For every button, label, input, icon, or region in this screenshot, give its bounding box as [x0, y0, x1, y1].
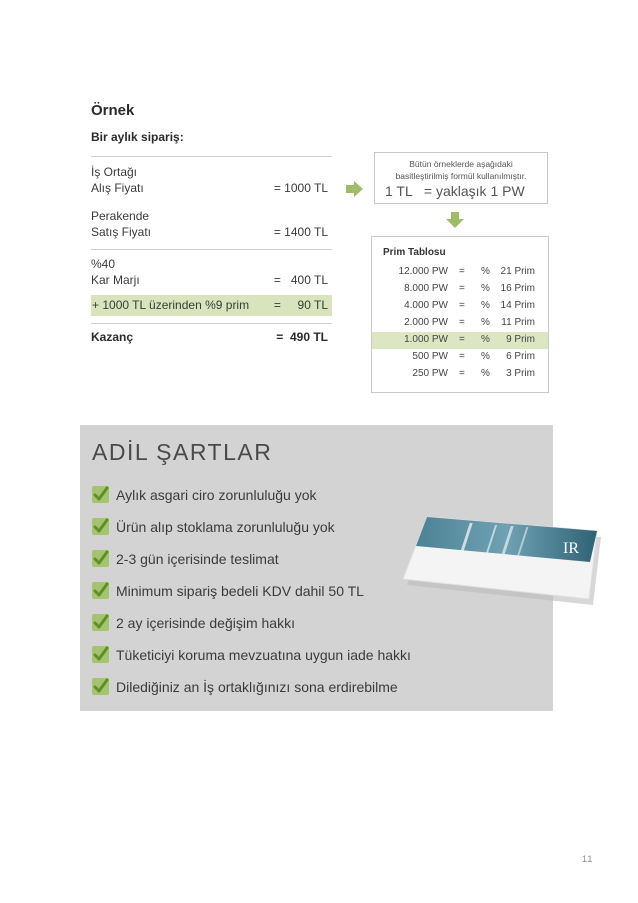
fair-terms-item-text: Ürün alıp stoklama zorunluluğu yok [116, 519, 335, 535]
card-logo: IR [563, 540, 579, 557]
calc-label-line1: %40 [91, 257, 116, 271]
prim-percent-sign: % [481, 334, 490, 345]
prim-rate: 16 Prim [500, 283, 535, 294]
arrow-down-icon [446, 212, 464, 228]
prim-percent-sign: % [481, 351, 490, 362]
fair-terms-item-text: Tüketiciyi koruma mevzuatına uygun iade hakkı [116, 647, 411, 663]
prim-table [371, 236, 549, 393]
card-illustration [403, 513, 603, 608]
total-value: = 490 TL [276, 330, 328, 344]
prim-pw-value: 12.000 PW [398, 266, 448, 277]
fair-terms-item-text: Dilediğiniz an İş ortaklığınızı sona erdirebilme [116, 679, 398, 695]
checkmark-icon [92, 550, 109, 567]
prim-percent-sign: % [481, 266, 490, 277]
prim-label: + 1000 TL üzerinden %9 prim [92, 298, 250, 312]
example-title: Örnek [91, 102, 135, 119]
checkmark-icon [92, 614, 109, 631]
prim-rate: 21 Prim [500, 266, 535, 277]
calc-value: = 400 TL [273, 273, 328, 287]
note-line1: Bütün örneklerde aşağıdaki [409, 159, 513, 169]
total-label: Kazanç [91, 330, 134, 344]
calc-label-line1: İş Ortağı [91, 165, 138, 179]
prim-rate: 6 Prim [506, 351, 535, 362]
prim-equals: = [459, 283, 465, 294]
prim-table-row [372, 349, 548, 366]
divider [91, 249, 332, 250]
calc-value: = 1000 TL [273, 181, 328, 195]
note-formula: 1 TL = yaklaşık 1 PW [385, 183, 525, 199]
calc-row-purchase [91, 164, 328, 198]
prim-equals: = [459, 334, 465, 345]
prim-equals: = [459, 351, 465, 362]
prim-pw-value: 500 PW [412, 351, 448, 362]
calc-label-line2: Satış Fiyatı [91, 225, 152, 239]
calc-label-line1: Perakende [91, 209, 150, 223]
prim-table-title: Prim Tablosu [383, 247, 446, 258]
checkmark-icon [92, 518, 109, 535]
fair-terms-title: ADİL ŞARTLAR [92, 439, 273, 465]
calc-row-total [91, 329, 328, 347]
divider [91, 323, 332, 324]
prim-equals: = [459, 368, 465, 379]
prim-rate: 14 Prim [500, 300, 535, 311]
prim-table-row [372, 298, 548, 315]
prim-table-row [372, 315, 548, 332]
prim-value: = 90 TL [273, 298, 328, 312]
prim-rate: 3 Prim [506, 368, 535, 379]
example-subtitle: Bir aylık sipariş: [91, 130, 184, 144]
formula-note-box [374, 152, 548, 204]
prim-table-row [372, 366, 548, 383]
prim-pw-value: 1.000 PW [404, 334, 448, 345]
prim-equals: = [459, 266, 465, 277]
prim-pw-value: 2.000 PW [404, 317, 448, 328]
calc-row-retail [91, 208, 328, 242]
checkmark-icon [92, 486, 109, 503]
calc-label-line2: Kar Marjı [91, 273, 140, 287]
prim-percent-sign: % [481, 283, 490, 294]
prim-table-row [372, 332, 548, 349]
calc-value: = 1400 TL [273, 225, 328, 239]
prim-rate: 11 Prim [501, 317, 535, 328]
prim-percent-sign: % [481, 300, 490, 311]
prim-table-row [372, 281, 548, 298]
card-image [403, 513, 603, 608]
calc-row-prim [91, 297, 328, 315]
prim-percent-sign: % [481, 368, 490, 379]
prim-equals: = [459, 317, 465, 328]
divider [91, 156, 332, 157]
prim-equals: = [459, 300, 465, 311]
calc-row-margin [91, 256, 328, 290]
fair-terms-item-text: 2 ay içerisinde değişim hakkı [116, 615, 295, 631]
page-number: 11 [582, 854, 594, 864]
fair-terms-item-text: Aylık asgari ciro zorunluluğu yok [116, 487, 317, 503]
prim-rate: 9 Prim [506, 334, 535, 345]
fair-terms-item-text: 2-3 gün içerisinde teslimat [116, 551, 279, 567]
checkmark-icon [92, 582, 109, 599]
prim-table-row [372, 264, 548, 281]
checkmark-icon [92, 646, 109, 663]
prim-percent-sign: % [481, 317, 490, 328]
fair-terms-item-text: Minimum sipariş bedeli KDV dahil 50 TL [116, 583, 364, 599]
prim-pw-value: 4.000 PW [404, 300, 448, 311]
checkmark-icon [92, 678, 109, 695]
calc-label-line2: Alış Fiyatı [91, 181, 144, 195]
note-line2: basitleştirilmiş formül kullanılmıştır. [395, 171, 527, 181]
prim-pw-value: 8.000 PW [404, 283, 448, 294]
prim-pw-value: 250 PW [412, 368, 448, 379]
